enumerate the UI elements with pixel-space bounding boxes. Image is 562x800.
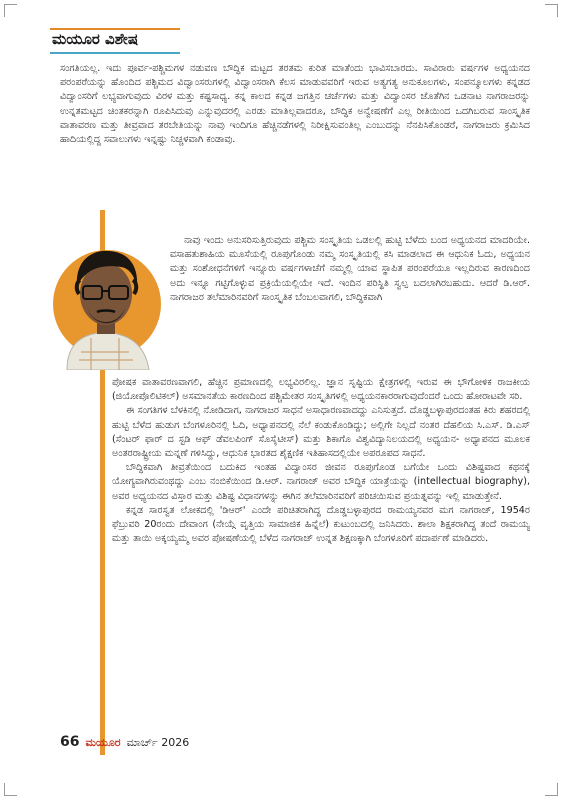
article-body-right bbox=[170, 234, 530, 305]
paragraph: ಪೋಷಕ ವಾತಾವರಣವಾಗಲಿ, ಹೆಚ್ಚಿನ ಪ್ರಮಾಣದಲ್ಲಿ ಲಭ್ಯವಿರಲಿಲ್ಲ. ಜ್ಞಾನ ಸೃಷ್ಟಿಯ ಕ್ಷೇತ್ರಗಳಲ್ಲಿ ಇರುವ ಈ ಭೌಗೋಳಿಕ ರಾಜಕೀಯ (ಜಿಯೋಪೊಲಿಟಿಕಲ್) ಅಸಮಾನತೆಯ ಕಾರಣದಿಂದ ಪಶ್ಚಿಮೇತರ ಸಂಸ್ಕೃತಿಗಳಲ್ಲಿ ಅಧ್ಯಯನಕಾರರಾಗುವುದೆಂದರೆ ಒಂದು ಹೋರಾಟವೇ ಸರಿ. bbox=[112, 377, 530, 403]
crop-mark bbox=[4, 4, 17, 17]
section-title: ಮಯೂರ ವಿಶೇಷ bbox=[52, 30, 139, 48]
author-photo bbox=[45, 242, 165, 370]
paragraph: ಈ ಸಂಗತಿಗಳ ಬೆಳಕಿನಲ್ಲಿ ನೋಡಿದಾಗ, ನಾಗರಾಜರ ಸಾಧನೆ ಅಸಾಧಾರಣವಾದದ್ದು ಎನಿಸುತ್ತದೆ. ದೊಡ್ಡಬಳ್ಳಾಪುರದಂತಹ ಕಿರು ಶಹರದಲ್ಲಿ ಹುಟ್ಟಿ ಬೆಳೆದ ಹುಡುಗ ಬೆಂಗಳೂರಿನಲ್ಲಿ ಓದಿ, ಅಧ್ಯಾಪನದಲ್ಲಿ ನೆಲೆ ಕಂಡುಕೊಂಡಿದ್ದು; ಅಲ್ಲಿಗೇ ನಿಲ್ಲದೆ ನಂತರ ದೆಹಲಿಯ ಸಿ.ಎಸ್. ಡಿ.ಎಸ್ (ಸೆಂಟರ್ ಫಾರ್ ದ ಸ್ಟಡಿ ಆಫ್ ಡೆವಲಪಿಂಗ್ ಸೊಸೈಟೀಸ್) ಮತ್ತು ಶಿಕಾಗೊ ವಿಶ್ವವಿದ್ಯಾನಿಲಯದಲ್ಲಿ ಅಧ್ಯಯನ- ಅಧ್ಯಾಪನದ ಮೂಲಕ ಅಂತರರಾಷ್ಟ್ರೀಯ ಮನ್ನಣೆ ಗಳಿಸಿದ್ದು, ಆಧುನಿಕ ಭಾರತದ ಶೈಕ್ಷಣಿಕ ಇತಿಹಾಸದಲ್ಲಿಯೇ ಅಪರೂಪದ ಸಾಧನೆ. bbox=[112, 405, 530, 460]
crop-mark bbox=[4, 783, 17, 796]
crop-mark bbox=[545, 4, 558, 17]
page-footer bbox=[60, 734, 189, 750]
magazine-logo: ಮಯೂರ bbox=[85, 736, 121, 749]
article-body-lower bbox=[112, 376, 530, 546]
header-rule-blue bbox=[50, 52, 180, 54]
page-number: 66 bbox=[60, 734, 80, 750]
paragraph: ಬೌದ್ಧಿಕವಾಗಿ ತೀವ್ರತೆಯಿಂದ ಬದುಕಿದ ಇಂತಹ ವಿದ್ವಾಂಸರ ಜೀವನ ರೂಪುಗೊಂಡ ಬಗೆಯೇ ಒಂದು ವಿಶಿಷ್ಟವಾದ ಕಥನಕ್ಕೆ ಯೋಗ್ಯವಾಗಿರುವಂಥದ್ದು ಎಂಬ ನಂಬಿಕೆಯಿಂದ ಡಿ.ಆರ್. ನಾಗರಾಜ್ ಅವರ ಬೌದ್ಧಿಕ ಯಾತ್ರೆಯನ್ನು (intellectual biography), ಅವರ ಅಧ್ಯಯನದ ವಿಸ್ತಾರ ಮತ್ತು ವಿಶಿಷ್ಟ ವಿಧಾನಗಳನ್ನು ಈಗಿನ ತಲೆಮಾರಿನವರಿಗೆ ಪರಿಚಯಿಸುವ ಪ್ರಯತ್ನವನ್ನು ಇಲ್ಲಿ ಮಾಡುತ್ತೇನೆ. bbox=[112, 462, 530, 502]
issue-date: ಮಾರ್ಚ್ 2026 bbox=[126, 736, 190, 749]
paragraph: ನಾವು ಇಂದು ಅನುಸರಿಸುತ್ತಿರುವುದು ಪಶ್ಚಿಮ ಸಂಸ್ಕೃತಿಯ ಒಡಲಲ್ಲಿ ಹುಟ್ಟಿ ಬೆಳೆದು ಬಂದ ಅಧ್ಯಯನದ ಮಾದರಿಯೇ. ವಸಾಹತುಶಾಹಿಯ ಮೂಸೆಯಲ್ಲಿ ರೂಪುಗೊಂಡು ನಮ್ಮ ಸಂಸ್ಕೃತಿಯಲ್ಲಿ ಕಸಿ ಮಾಡಲಾದ ಈ ಆಧುನಿಕ ಓದು, ಅಧ್ಯಯನ ಮತ್ತು ಸಂಶೋಧನೆಗಳಿಗೆ ಇನ್ನೂರು ವರ್ಷಗಳಾಚೆಗೆ ನಮ್ಮಲ್ಲಿ ಯಾವ ಸ್ಥಾಪಿತ ಪರಂಪರೆಯೂ ಇಲ್ಲದಿರುವ ಕಾರಣದಿಂದ ಅದು ಇನ್ನೂ ಗಟ್ಟಿಗೊಳ್ಳುವ ಪ್ರಕ್ರಿಯೆಯಲ್ಲಿಯೇ ಇದೆ. ಇಂದಿನ ಪರಿಸ್ಥಿತಿ ಸ್ವಲ್ಪ ಬದಲಾಗಿರಬಹುದು. ಆದರೆ ಡಿ.ಆರ್. ನಾಗರಾಜರ ತಲೆಮಾರಿನವರಿಗೆ ಸಾಂಸ್ಕೃತಿಕ ಬೆಂಬಲವಾಗಲಿ, ಬೌದ್ಧಿಕವಾಗಿ bbox=[170, 235, 530, 303]
portrait-image bbox=[45, 242, 165, 370]
crop-mark bbox=[545, 783, 558, 796]
paragraph: ಸಂಗತಿಯಲ್ಲ. ಇದು ಪೂರ್ವ-ಪಶ್ಚಿಮಗಳ ನಡುವಣ ಬೌದ್ಧಿಕ ಮಟ್ಟದ ತರತಮ ಕುರಿತ ಮಾತೆಂದು ಭಾವಿಸಬಾರದು. ಸಾವಿರಾರು ವರ್ಷಗಳ ಅಧ್ಯಯನದ ಪರಂಪರೆಯನ್ನು ಹೊಂದಿದ ಪಶ್ಚಿಮದ ವಿದ್ವಾಂಸರುಗಳಲ್ಲಿ ವಿದ್ವಾಂಸರಾಗಿ ಕೆಲಸ ಮಾಡುವವರಿಗೆ ಇರುವ ಅತ್ಯಗತ್ಯ ಅನುಕೂಲಗಳು, ಸಂಪನ್ಮೂಲಗಳು ಕನ್ನಡದ ವಿದ್ವಾಂಸರಿಗೆ ಲಭ್ಯವಾಗುವುದು ವಿರಳ ಮತ್ತು ಕಷ್ಟಸಾಧ್ಯ. ಕನ್ನ ಕಾಲದ ಕನ್ನಡ ಜಗತ್ತಿನ ಚರ್ಚೆಗಳು ಮತ್ತು ವಿದ್ವಾಂಸರ ಜೊತೆಗಿನ ಒಡನಾಟ ನಾಗರಾಜರನ್ನು ಉನ್ನತಮಟ್ಟದ ಚಿಂತಕರನ್ನಾಗಿ ರೂಪಿಸಿದುವು ಎನ್ನುವುದರಲ್ಲಿ ಎರಡು ಮಾತಿಲ್ಲವಾದರೂ, ಬೌದ್ಧಿಕ ಅನ್ವೇಷಣೆಗೆ ಎಲ್ಲ ರೀತಿಯಿಂದ ಒದಗಿಬರುವ ಸಾಂಸ್ಕೃತಿಕ ವಾತಾವರಣ ಮತ್ತು ತೀವ್ರವಾದ ತರಬೇತಿಯನ್ನು ನಾವು ಇಂದಿಗೂ ಹೆಚ್ಚಿನಡೆಗಳಲ್ಲಿ ನಿರೀಕ್ಷಿಸುವಂತಿಲ್ಲ ಎಂಬುದನ್ನು ನೆನಪಿಸಿಕೊಂಡರೆ, ನಾಗರಾಜರು ಕ್ರಮಿಸಿದ ಹಾದಿಯಲ್ಲಿದ್ದ ಸವಾಲುಗಳು ಇನ್ನಷ್ಟು ನಿಚ್ಚಳವಾಗಿ ಕಂಡಾವು. bbox=[60, 63, 530, 146]
article-body-top bbox=[60, 62, 530, 147]
paragraph: ಕನ್ನಡ ಸಾರಸ್ವತ ಲೋಕದಲ್ಲಿ 'ಡಿಆರ್' ಎಂದೇ ಪರಿಚಿತರಾಗಿದ್ದ ದೊಡ್ಡಬಳ್ಳಾಪುರದ ರಾಮಯ್ಯನವರ ಮಗ ನಾಗರಾಜ್, 1954ರ ಫೆಬ್ರುವರಿ 20ರಂದು ದೇವಾಂಗ (ನೇಯ್ಗೆ ವೃತ್ತಿಯ ಸಾಮಾಜಿಕ ಹಿನ್ನೆಲೆ) ಕುಟುಂಬದಲ್ಲಿ ಜನಿಸಿದರು. ಶಾಲಾ ಶಿಕ್ಷಕರಾಗಿದ್ದ ತಂದೆ ರಾಮಯ್ಯ ಮತ್ತು ತಾಯಿ ಅಕ್ಕಯ್ಯಮ್ಮ ಅವರ ಪೋಷಣೆಯಲ್ಲಿ ಬೆಳೆದ ನಾಗರಾಜ್ ಉನ್ನತ ಶಿಕ್ಷಣಕ್ಕಾಗಿ ಬೆಂಗಳೂರಿಗೆ ಪದಾರ್ಪಣೆ ಮಾಡಿದರು. bbox=[112, 504, 530, 545]
